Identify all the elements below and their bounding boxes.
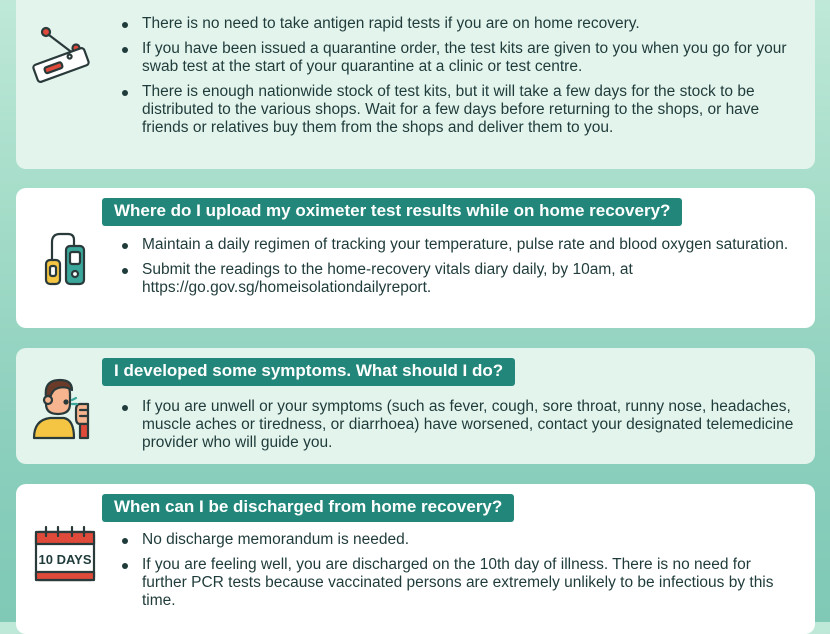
bullet-item: Maintain a daily regimen of tracking your temperature, pulse rate and blood oxygen saturation. xyxy=(120,236,799,254)
section-heading: I developed some symptoms. What should I do? xyxy=(102,358,515,386)
coughing-person-icon xyxy=(30,374,100,440)
bullet-item: There is no need to take antigen rapid tests if you are on home recovery. xyxy=(120,15,799,33)
bullet-item: Submit the readings to the home-recovery vitals diary daily, by 10am, at https://go.gov.sg/homeisolationdailyreport. xyxy=(120,261,799,297)
bullet-list xyxy=(120,15,799,144)
section-card-test-kits xyxy=(16,0,815,169)
calendar-icon xyxy=(32,524,98,584)
section-card-oximeter xyxy=(16,188,815,328)
bullet-list xyxy=(120,398,799,459)
bullet-item: If you are unwell or your symptoms (such as fever, cough, sore throat, runny nose, headaches, muscle aches or tiredness, or diarrhoea) have worsened, contact your designated telemedicine provider who will guide you. xyxy=(120,398,799,452)
section-card-discharge xyxy=(16,484,815,634)
section-card-symptoms xyxy=(16,348,815,464)
bullet-list xyxy=(120,236,799,304)
section-heading: Where do I upload my oximeter test results while on home recovery? xyxy=(102,198,682,226)
calendar-label: 10 DAYS xyxy=(38,552,92,567)
bullet-list xyxy=(120,531,799,617)
bullet-item: No discharge memorandum is needed. xyxy=(120,531,799,549)
bullet-item: If you have been issued a quarantine order, the test kits are given to you when you go for your swab test at the start of your quarantine at a clinic or test centre. xyxy=(120,40,799,76)
oximeter-icon xyxy=(42,230,92,288)
section-heading: When can I be discharged from home recovery? xyxy=(102,494,514,522)
bullet-item: If you are feeling well, you are discharged on the 10th day of illness. There is no need for further PCR tests because vaccinated persons are extremely unlikely to be infectious by this time. xyxy=(120,556,799,610)
antigen-test-kit-icon xyxy=(30,22,96,92)
bullet-item: There is enough nationwide stock of test kits, but it will take a few days for the stock to be distributed to the various shops. Wait for a few days before returning to the shops, or have friends or relatives buy them from the shops and deliver them to you. xyxy=(120,83,799,137)
